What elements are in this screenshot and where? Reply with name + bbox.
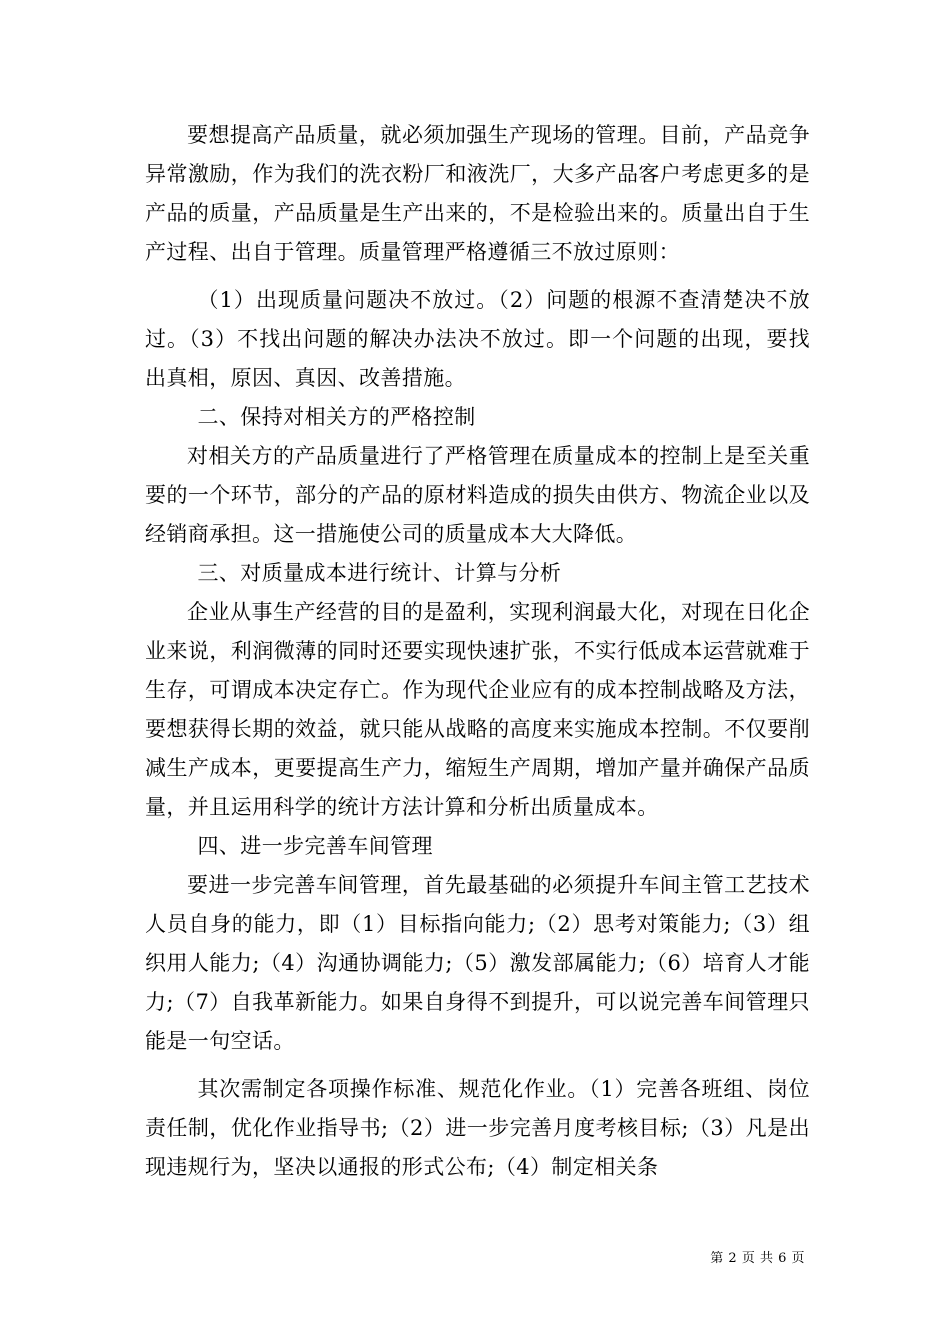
paragraph-cost-analysis: 企业从事生产经营的目的是盈利，实现利润最大化，对现在日化企业来说，利润微薄的同时还要实现快速扩张，不实行低成本运营就难于生存，可谓成本决定存亡。作为现代企业应有的成本控制战略及方法，要想获得长期的效益，就只能从战略的高度来实施成本控制。不仅要削减生产成本，更要提高生产力，缩短生产周期，增加产量并确保产品质量，并且运用科学的统计方法计算和分析出质量成本。 [145,600,810,819]
section-heading-2: 二、保持对相关方的严格控制 [197,405,476,429]
document-body [145,116,810,1187]
paragraph-workshop-abilities: 要进一步完善车间管理，首先最基础的必须提升车间主管工艺技术人员自身的能力，即（1）目标指向能力;（2）思考对策能力;（3）组织用人能力;（4）沟通协调能力;（5）激发部属能力;（6）培育人才能力;（7）自我革新能力。如果自身得不到提升，可以说完善车间管理只能是一句空话。 [145,873,810,1053]
paragraph-operation-standards: 其次需制定各项操作标准、规范化作业。（1）完善各班组、岗位责任制，优化作业指导书;（2）进一步完善月度考核目标;（3）凡是出现违规行为，坚决以通报的形式公布;（4）制定相关条 [145,1077,810,1179]
section-heading-3: 三、对质量成本进行统计、计算与分析 [197,561,562,585]
paragraph-related-parties: 对相关方的产品质量进行了严格管理在质量成本的控制上是至关重要的一个环节，部分的产品的原材料造成的损失由供方、物流企业以及经销商承担。这一措施使公司的质量成本大大降低。 [145,444,810,546]
section-heading-4: 四、进一步完善车间管理 [197,834,433,858]
paragraph-quality-management: 要想提高产品质量，就必须加强生产现场的管理。目前，产品竞争异常激励，作为我们的洗衣粉厂和液洗厂，大多产品客户考虑更多的是产品的质量，产品质量是生产出来的，不是检验出来的。质量出自于生产过程、出自于管理。质量管理严格遵循三不放过原则： [145,123,810,264]
page-number-footer: 第 2 页 共 6 页 [710,1251,805,1266]
paragraph-three-no-release: （1）出现质量问题决不放过。（2）问题的根源不查清楚决不放过。（3）不找出问题的解决办法决不放过。即一个问题的出现，要找出真相，原因、真因、改善措施。 [145,288,810,390]
